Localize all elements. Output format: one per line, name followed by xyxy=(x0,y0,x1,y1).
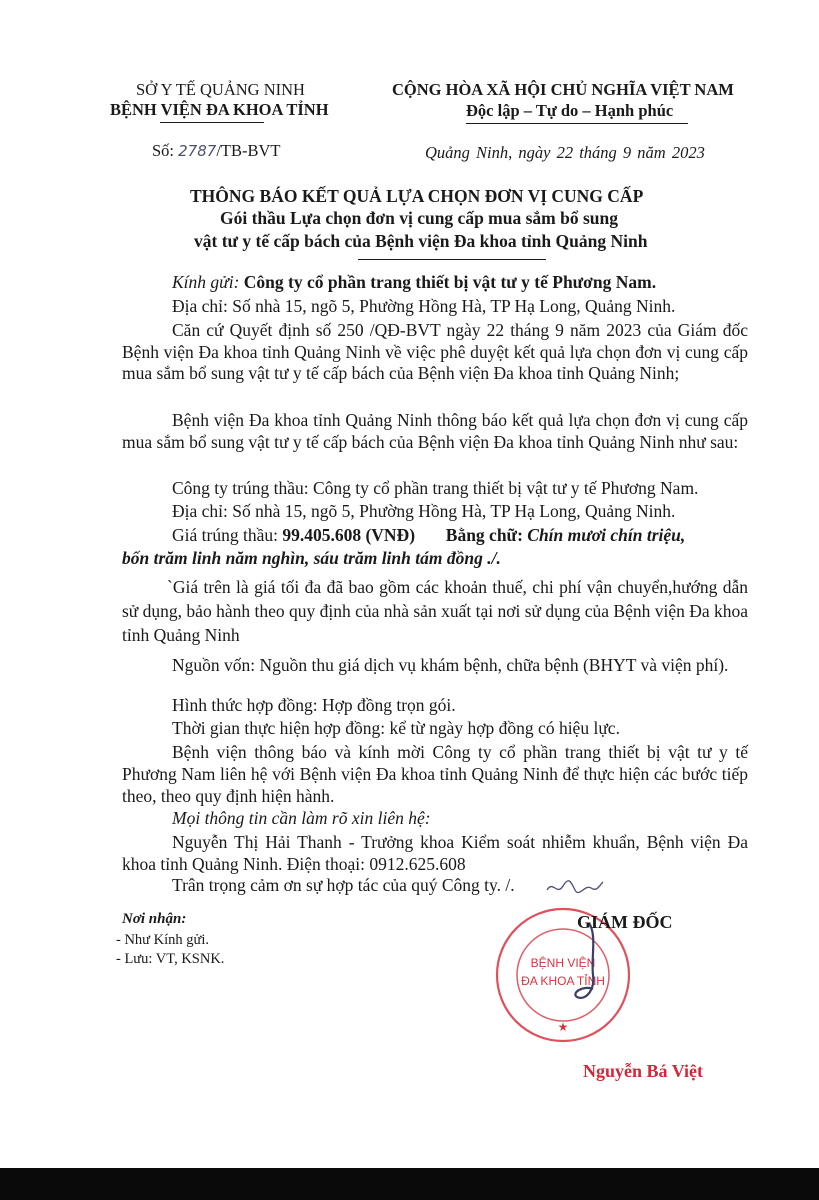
basis-paragraph: Căn cứ Quyết định số 250 /QĐ-BVT ngày 22 tháng 9 năm 2023 của Giám đốc Bệnh viện Đa khoa tỉnh Quảng Ninh về việc phê duyệt kết quả lựa chọn đơn vị cung cấp mua sắm bổ sung vật tư y tế cấp bách của Bệnh viện Đa khoa tỉnh Quảng Ninh; xyxy=(122,320,748,383)
scan-bottom-edge xyxy=(0,1168,819,1200)
recipients-item-2: - Lưu: VT, KSNK. xyxy=(116,951,225,967)
stamp-text-line2: ĐA KHOA TỈNH xyxy=(521,974,605,988)
notice-subtitle-1: Gói thầu Lựa chọn đơn vị cung cấp mua sắm bổ sung xyxy=(220,208,619,228)
winner-line: Công ty trúng thầu: Công ty cổ phần trang thiết bị vật tư y tế Phương Nam. xyxy=(172,478,699,498)
title-underline xyxy=(358,259,546,260)
notice-subtitle-2: vật tư y tế cấp bách của Bệnh viện Đa khoa tỉnh Quảng Ninh xyxy=(194,231,648,251)
funding-paragraph: Nguồn vốn: Nguồn thu giá dịch vụ khám bệnh, chữa bệnh (BHYT và viện phí). xyxy=(172,655,729,675)
initials-scribble xyxy=(545,876,605,898)
thanks-line: Trân trọng cảm ơn sự hợp tác của quý Công ty. /. xyxy=(172,875,515,895)
ministry-name: SỞ Y TẾ QUẢNG NINH xyxy=(136,80,305,99)
price-words-part-1: Chín mươi chín triệu, xyxy=(527,525,686,545)
winner-address: Địa chỉ: Số nhà 15, ngõ 5, Phường Hồng Hà, TP Hạ Long, Quảng Ninh. xyxy=(172,501,676,521)
document-number xyxy=(152,141,281,161)
national-title: CỘNG HÒA XÃ HỘI CHỦ NGHĨA VIỆT NAM xyxy=(392,80,734,99)
doc-number-handwritten: 2787 xyxy=(178,142,217,160)
recipient-name: Công ty cổ phần trang thiết bị vật tư y tế Phương Nam. xyxy=(243,272,657,292)
doc-number-prefix: Số: xyxy=(152,141,175,160)
recipient-label: Kính gửi: xyxy=(172,272,240,292)
header-right-underline xyxy=(466,123,688,124)
contract-type: Hình thức hợp đồng: Hợp đồng trọn gói. xyxy=(172,695,456,715)
price-note-paragraph: `Giá trên là giá tối đa đã bao gồm các khoản thuế, chi phí vận chuyển,hướng dẫn sử dụng, bảo hành theo quy định của nhà sản xuất tại nơi sử dụng của Bệnh viện Đa khoa tỉnh Quảng Ninh xyxy=(122,577,749,645)
signer-name: Nguyễn Bá Việt xyxy=(583,1061,704,1081)
signer-title: GIÁM ĐỐC xyxy=(577,912,673,932)
hospital-name: BỆNH VIỆN ĐA KHOA TỈNH xyxy=(110,100,329,119)
price-label: Giá trúng thầu: xyxy=(172,525,278,545)
contact-person-paragraph: Nguyễn Thị Hải Thanh - Trưởng khoa Kiểm soát nhiễm khuẩn, Bệnh viện Đa khoa tỉnh Quảng Ninh. Điện thoại: 0912.625.608 xyxy=(122,832,748,874)
recipient-line xyxy=(172,272,656,293)
header-left-underline xyxy=(160,122,264,123)
contact-intro: Mọi thông tin cần làm rõ xin liên hệ: xyxy=(172,808,431,828)
price-words-label: Bằng chữ: xyxy=(445,525,523,545)
price-value: 99.405.608 (VNĐ) xyxy=(282,525,416,545)
stamp-star-icon: ★ xyxy=(557,1020,569,1034)
national-motto: Độc lập – Tự do – Hạnh phúc xyxy=(466,101,674,120)
recipients-label: Nơi nhận: xyxy=(122,911,187,927)
recipients-item-1: - Như Kính gửi. xyxy=(116,932,210,948)
invitation-paragraph: Bệnh viện thông báo và kính mời Công ty cổ phần trang thiết bị vật tư y tế Phương Nam liên hệ với Bệnh viện Đa khoa tỉnh Quảng Ninh để thực hiện các bước tiếp theo, theo quy định hiện hành. xyxy=(122,742,748,806)
place-and-date: Quảng Ninh, ngày 22 tháng 9 năm 2023 xyxy=(425,143,705,162)
announcement-paragraph: Bệnh viện Đa khoa tỉnh Quảng Ninh thông báo kết quả lựa chọn đơn vị cung cấp mua sắm bổ sung vật tư y tế cấp bách của Bệnh viện Đa khoa tỉnh Quảng Ninh như sau: xyxy=(122,410,748,452)
doc-number-suffix: /TB-BVT xyxy=(216,141,281,160)
notice-title: THÔNG BÁO KẾT QUẢ LỰA CHỌN ĐƠN VỊ CUNG CẤP xyxy=(190,186,644,206)
recipient-address: Địa chỉ: Số nhà 15, ngõ 5, Phường Hồng Hà, TP Hạ Long, Quảng Ninh. xyxy=(172,296,676,316)
stamp-text-line1: BỆNH VIỆN xyxy=(530,956,596,970)
contract-time: Thời gian thực hiện hợp đồng: kể từ ngày hợp đồng có hiệu lực. xyxy=(172,718,620,738)
price-line xyxy=(172,525,685,546)
price-words-part-2: bốn trăm linh năm nghìn, sáu trăm linh tám đồng ./. xyxy=(122,548,501,568)
